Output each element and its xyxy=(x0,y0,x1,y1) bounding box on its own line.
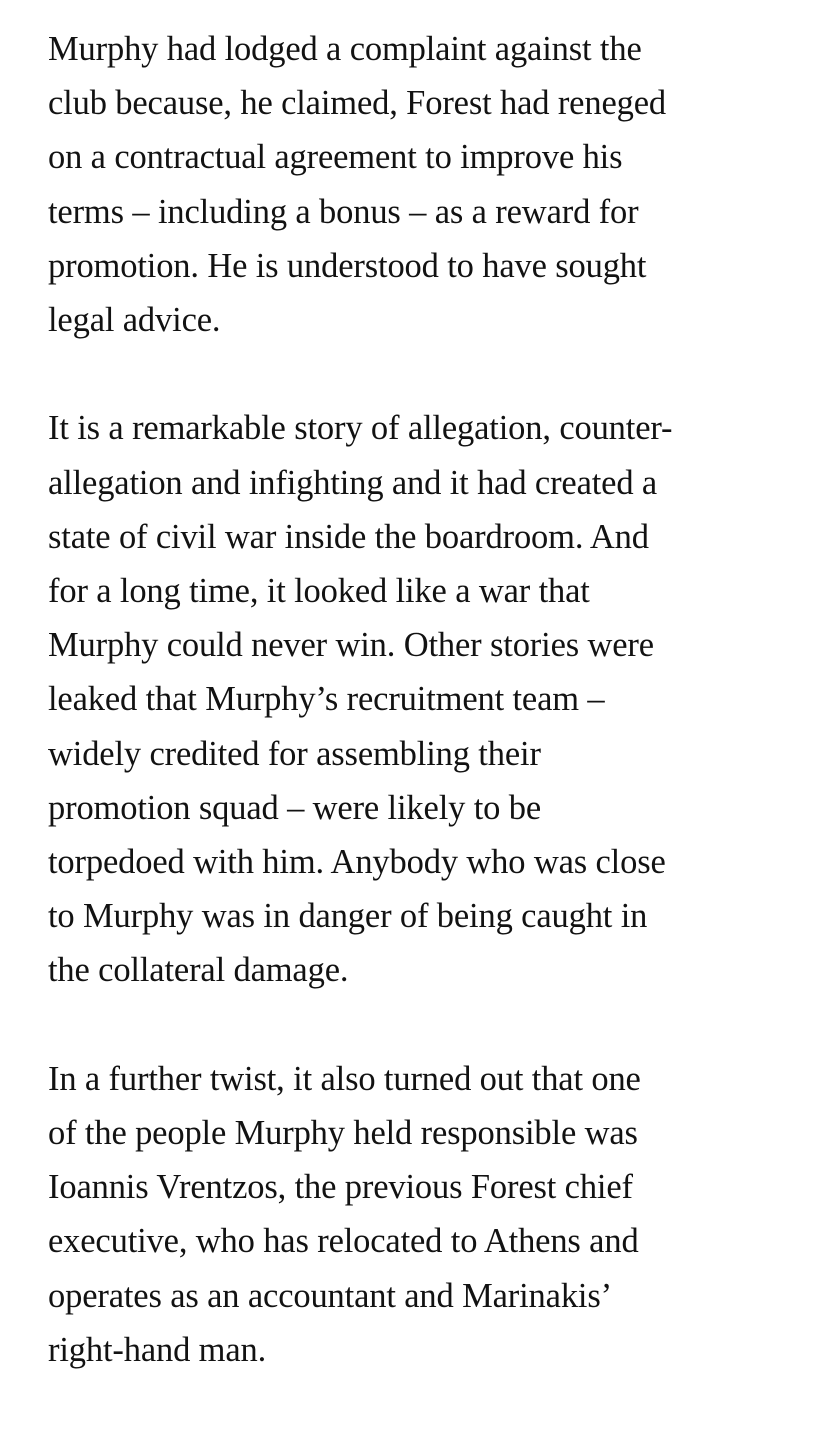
text-line: state of civil war inside the boardroom. And xyxy=(48,517,649,556)
text-line: of the people Murphy held responsible was xyxy=(48,1114,638,1153)
text-line: torpedoed with him. Anybody who was close xyxy=(48,843,666,882)
text-line: In a further twist, it also turned out that one xyxy=(48,1059,641,1098)
text-line: to Murphy was in danger of being caught in xyxy=(48,897,648,936)
text-line: terms – including a bonus – as a reward for xyxy=(48,192,639,231)
article-body xyxy=(48,22,808,1431)
text-line: It is a remarkable story of allegation, counter- xyxy=(48,409,673,448)
text-line: right-hand man. xyxy=(48,1330,267,1369)
text-line: on a contractual agreement to improve his xyxy=(48,138,623,177)
text-line: promotion squad – were likely to be xyxy=(48,788,541,827)
text-line: widely credited for assembling their xyxy=(48,734,541,773)
text-line: Murphy could never win. Other stories were xyxy=(48,626,654,665)
text-line: leaked that Murphy’s recruitment team – xyxy=(48,680,605,719)
text-line: promotion. He is understood to have sought xyxy=(48,246,647,285)
text-line: for a long time, it looked like a war that xyxy=(48,572,590,611)
text-line: Murphy had lodged a complaint against the xyxy=(48,30,642,68)
text-line: the collateral damage. xyxy=(48,951,349,990)
text-line: allegation and infighting and it had created a xyxy=(48,463,658,502)
paragraph-3 xyxy=(48,1052,808,1377)
paragraph-1 xyxy=(48,22,808,347)
text-line: executive, who has relocated to Athens and xyxy=(48,1222,639,1261)
paragraph-2 xyxy=(48,401,808,997)
text-line: operates as an accountant and Marinakis’ xyxy=(48,1276,612,1315)
text-line: legal advice. xyxy=(48,301,221,340)
text-line: Ioannis Vrentzos, the previous Forest chief xyxy=(48,1168,633,1207)
text-line: club because, he claimed, Forest had reneged xyxy=(48,84,666,123)
